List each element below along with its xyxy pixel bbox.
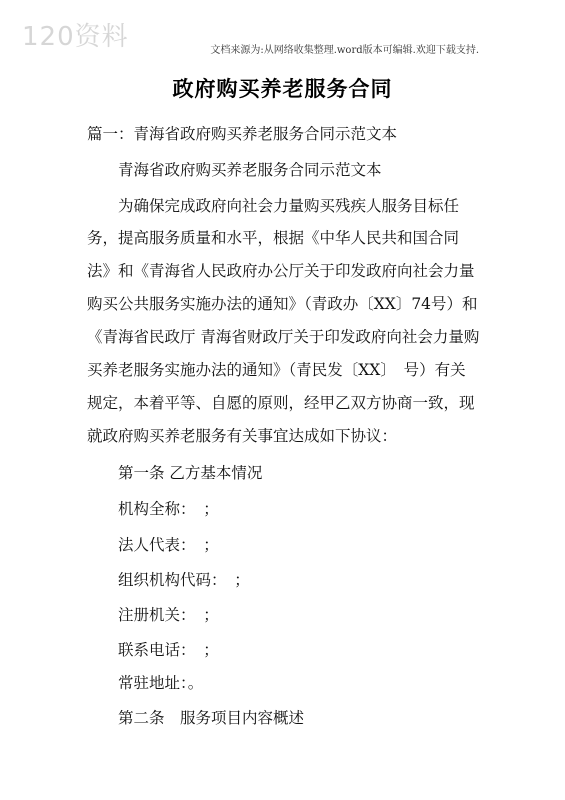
paragraph-line: 购买公共服务实施办法的通知》（青政办〔XX〕74号）和 bbox=[87, 295, 478, 313]
field-phone: 联系电话： ； bbox=[118, 641, 219, 659]
paragraph-line: 法》和《青海省人民政府办公厅关于印发政府向社会力量 bbox=[87, 262, 475, 280]
field-org-name: 机构全称： ； bbox=[118, 500, 219, 518]
article-2-heading: 第二条 服务项目内容概述 bbox=[118, 709, 305, 727]
paragraph-line: 就政府购买养老服务有关事宜达成如下协议： bbox=[87, 427, 398, 445]
paragraph-line: 务，提高服务质量和水平，根据《中华人民共和国合同 bbox=[87, 229, 460, 247]
paragraph-line: 《青海省民政厅 青海省财政厅关于印发政府向社会力量购 bbox=[87, 328, 480, 346]
field-address: 常驻地址：。 bbox=[118, 674, 204, 692]
paragraph-line: 为确保完成政府向社会力量购买残疾人服务目标任 bbox=[118, 197, 460, 215]
field-org-code: 组织机构代码： ； bbox=[118, 571, 250, 589]
field-legal-rep: 法人代表： ； bbox=[118, 536, 219, 554]
article-1-heading: 第一条 乙方基本情况 bbox=[118, 464, 263, 482]
paragraph-line: 规定，本着平等、自愿的原则，经甲乙双方协商一致，现 bbox=[87, 394, 475, 412]
paragraph-line: 买养老服务实施办法的通知》（青民发〔XX〕 号）有关 bbox=[87, 361, 466, 379]
header-source-note: 文档来源为:从网络收集整理.word版本可编辑.欢迎下载支持. bbox=[210, 45, 479, 56]
document-title: 政府购买养老服务合同 bbox=[172, 77, 393, 101]
watermark-logo: 120资料 bbox=[22, 22, 129, 52]
document-subtitle: 青海省政府购买养老服务合同示范文本 bbox=[118, 161, 382, 179]
field-reg-authority: 注册机关： ； bbox=[118, 606, 219, 624]
section-heading: 篇一：青海省政府购买养老服务合同示范文本 bbox=[87, 125, 398, 143]
